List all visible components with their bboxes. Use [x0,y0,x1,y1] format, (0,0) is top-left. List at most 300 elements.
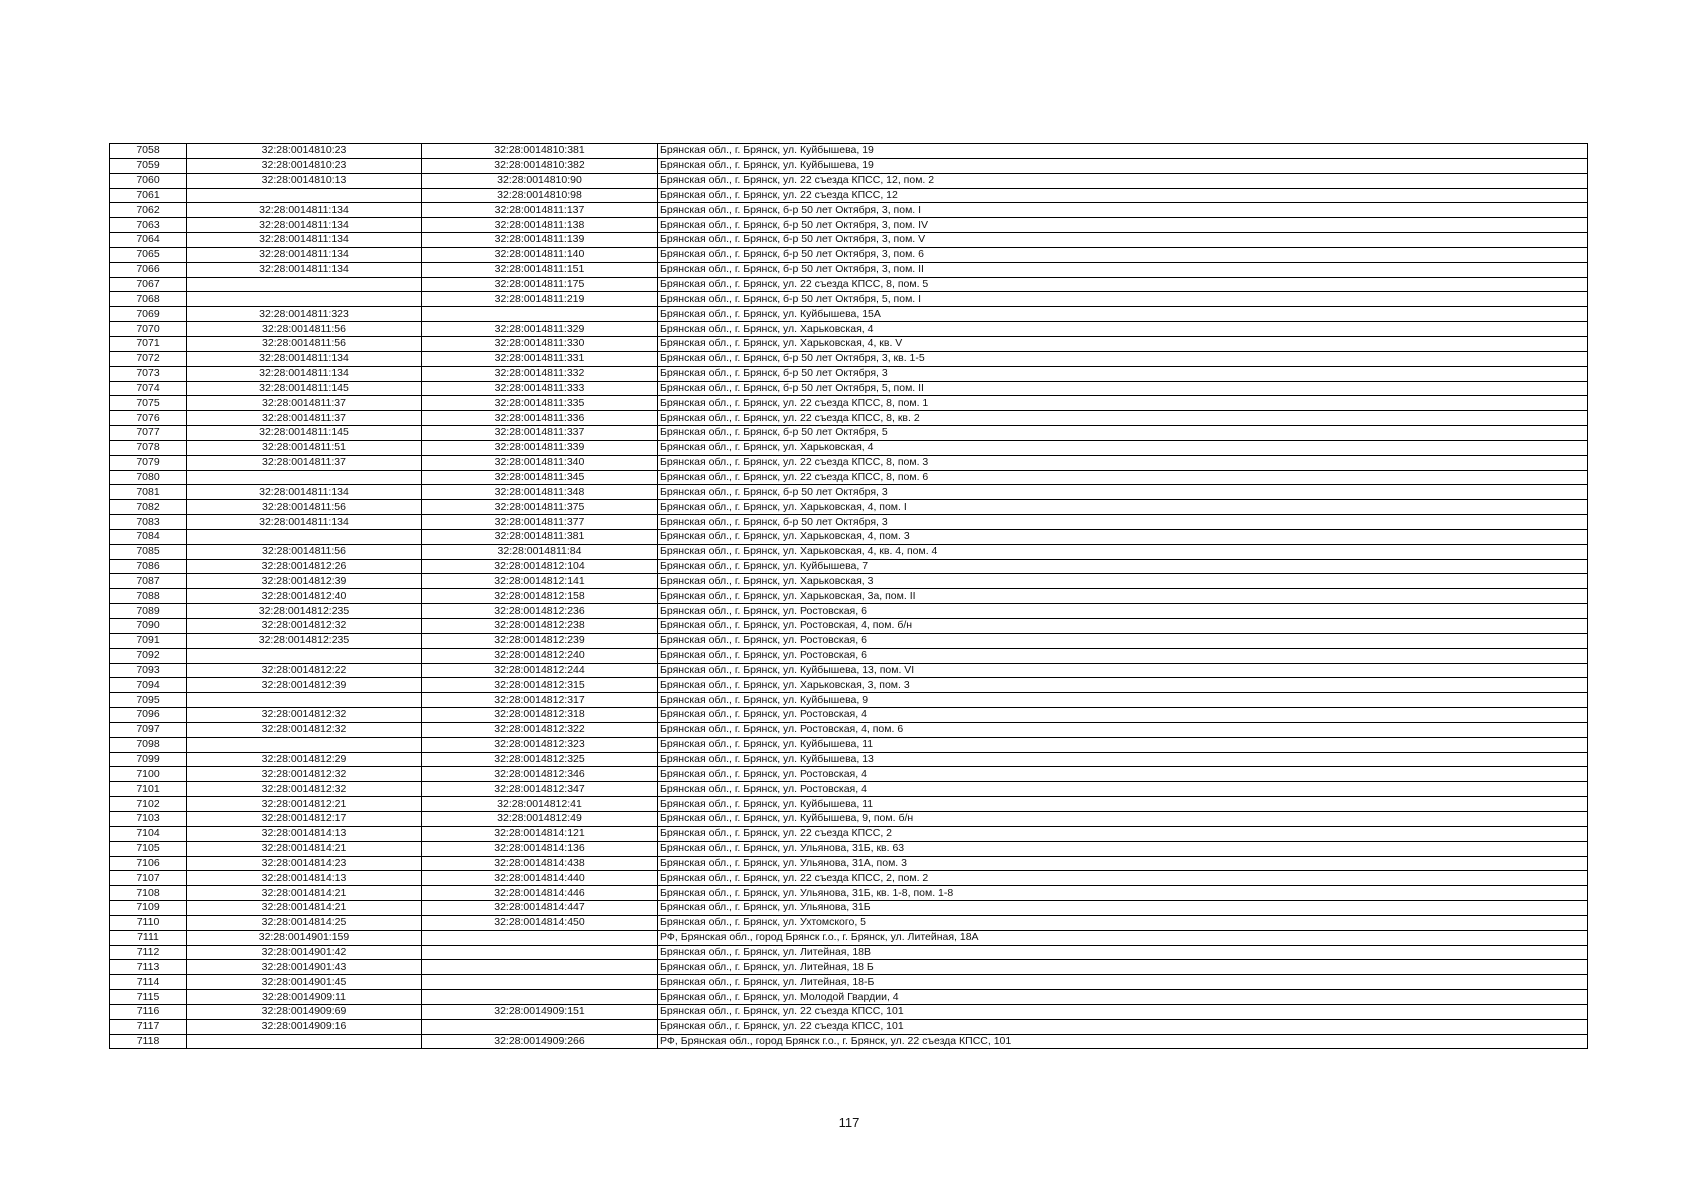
land-cadastral-number-cell: 32:28:0014909:69 [187,1004,422,1019]
row-number-cell: 7105 [110,841,187,856]
object-cadastral-number-cell: 32:28:0014811:137 [422,203,658,218]
table-row [110,203,1588,218]
land-cadastral-number-cell: 32:28:0014811:134 [187,218,422,233]
table-row [110,158,1588,173]
row-number-cell: 7112 [110,945,187,960]
address-cell: Брянская обл., г. Брянск, ул. Куйбышева, 19 [658,144,1588,159]
address-cell: Брянская обл., г. Брянск, ул. Ростовская, 4 [658,782,1588,797]
object-cadastral-number-cell: 32:28:0014812:238 [422,619,658,634]
row-number-cell: 7114 [110,975,187,990]
table-row [110,336,1588,351]
address-cell: Брянская обл., г. Брянск, ул. 22 съезда КПСС, 8, пом. 3 [658,455,1588,470]
address-cell: Брянская обл., г. Брянск, ул. Харьковская, 4, пом. I [658,500,1588,515]
address-cell: Брянская обл., г. Брянск, б-р 50 лет Октября, 3, пом. II [658,262,1588,277]
address-cell: Брянская обл., г. Брянск, ул. Ростовская, 4, пом. 6 [658,722,1588,737]
row-number-cell: 7104 [110,826,187,841]
page-number: 117 [838,1115,860,1130]
object-cadastral-number-cell: 32:28:0014811:339 [422,440,658,455]
table-row [110,574,1588,589]
object-cadastral-number-cell [422,930,658,945]
land-cadastral-number-cell: 32:28:0014811:323 [187,307,422,322]
table-row [110,381,1588,396]
row-number-cell: 7102 [110,797,187,812]
land-cadastral-number-cell: 32:28:0014810:13 [187,173,422,188]
address-cell: Брянская обл., г. Брянск, ул. 22 съезда КПСС, 12 [658,188,1588,203]
table-row [110,648,1588,663]
row-number-cell: 7089 [110,604,187,619]
table-row [110,559,1588,574]
address-cell: Брянская обл., г. Брянск, ул. 22 съезда КПСС, 101 [658,1019,1588,1034]
table-row [110,841,1588,856]
land-cadastral-number-cell: 32:28:0014811:37 [187,411,422,426]
land-cadastral-number-cell: 32:28:0014909:11 [187,990,422,1005]
object-cadastral-number-cell: 32:28:0014812:141 [422,574,658,589]
table-row [110,901,1588,916]
object-cadastral-number-cell: 32:28:0014811:336 [422,411,658,426]
land-cadastral-number-cell: 32:28:0014812:39 [187,574,422,589]
row-number-cell: 7094 [110,678,187,693]
object-cadastral-number-cell [422,1019,658,1034]
land-cadastral-number-cell: 32:28:0014811:56 [187,336,422,351]
address-cell: Брянская обл., г. Брянск, ул. 22 съезда КПСС, 2, пом. 2 [658,871,1588,886]
table-row [110,930,1588,945]
table-row [110,856,1588,871]
address-cell: Брянская обл., г. Брянск, ул. Ульянова, 31Б, кв. 63 [658,841,1588,856]
row-number-cell: 7099 [110,752,187,767]
table-row [110,322,1588,337]
row-number-cell: 7115 [110,990,187,1005]
land-cadastral-number-cell: 32:28:0014811:134 [187,366,422,381]
object-cadastral-number-cell: 32:28:0014812:315 [422,678,658,693]
land-cadastral-number-cell: 32:28:0014811:56 [187,322,422,337]
address-cell: РФ, Брянская обл., город Брянск г.о., г. Брянск, ул. 22 съезда КПСС, 101 [658,1034,1588,1049]
land-cadastral-number-cell: 32:28:0014811:134 [187,203,422,218]
land-cadastral-number-cell: 32:28:0014811:51 [187,440,422,455]
row-number-cell: 7067 [110,277,187,292]
object-cadastral-number-cell: 32:28:0014811:175 [422,277,658,292]
table-row [110,619,1588,634]
object-cadastral-number-cell [422,990,658,1005]
address-cell: Брянская обл., г. Брянск, ул. 22 съезда КПСС, 8, кв. 2 [658,411,1588,426]
land-cadastral-number-cell [187,529,422,544]
table-row [110,544,1588,559]
address-cell: Брянская обл., г. Брянск, б-р 50 лет Октября, 3, пом. 6 [658,247,1588,262]
row-number-cell: 7064 [110,233,187,248]
row-number-cell: 7106 [110,856,187,871]
address-cell: РФ, Брянская обл., город Брянск г.о., г. Брянск, ул. Литейная, 18А [658,930,1588,945]
table-row [110,782,1588,797]
row-number-cell: 7111 [110,930,187,945]
address-cell: Брянская обл., г. Брянск, ул. Харьковская, 4 [658,322,1588,337]
row-number-cell: 7070 [110,322,187,337]
address-cell: Брянская обл., г. Брянск, б-р 50 лет Октября, 5, пом. I [658,292,1588,307]
object-cadastral-number-cell: 32:28:0014811:139 [422,233,658,248]
object-cadastral-number-cell: 32:28:0014814:136 [422,841,658,856]
address-cell: Брянская обл., г. Брянск, б-р 50 лет Октября, 3, пом. I [658,203,1588,218]
address-cell: Брянская обл., г. Брянск, ул. Харьковская, 4, кв. V [658,336,1588,351]
table-row [110,945,1588,960]
row-number-cell: 7062 [110,203,187,218]
address-cell: Брянская обл., г. Брянск, ул. 22 съезда КПСС, 8, пом. 5 [658,277,1588,292]
object-cadastral-number-cell: 32:28:0014811:377 [422,515,658,530]
row-number-cell: 7078 [110,440,187,455]
row-number-cell: 7095 [110,693,187,708]
land-cadastral-number-cell: 32:28:0014814:21 [187,901,422,916]
row-number-cell: 7117 [110,1019,187,1034]
table-row [110,1034,1588,1049]
object-cadastral-number-cell: 32:28:0014811:330 [422,336,658,351]
address-cell: Брянская обл., г. Брянск, ул. Ухтомского, 5 [658,915,1588,930]
row-number-cell: 7080 [110,470,187,485]
object-cadastral-number-cell: 32:28:0014812:49 [422,811,658,826]
land-cadastral-number-cell: 32:28:0014901:42 [187,945,422,960]
table-row [110,752,1588,767]
land-cadastral-number-cell [187,470,422,485]
object-cadastral-number-cell: 32:28:0014812:240 [422,648,658,663]
address-cell: Брянская обл., г. Брянск, б-р 50 лет Октября, 5 [658,426,1588,441]
row-number-cell: 7110 [110,915,187,930]
address-cell: Брянская обл., г. Брянск, ул. Харьковская, 4, кв. 4, пом. 4 [658,544,1588,559]
object-cadastral-number-cell: 32:28:0014810:98 [422,188,658,203]
land-cadastral-number-cell [187,737,422,752]
row-number-cell: 7097 [110,722,187,737]
object-cadastral-number-cell: 32:28:0014812:325 [422,752,658,767]
table-row [110,886,1588,901]
land-cadastral-number-cell [187,292,422,307]
object-cadastral-number-cell: 32:28:0014812:347 [422,782,658,797]
land-cadastral-number-cell: 32:28:0014811:134 [187,351,422,366]
table-row [110,693,1588,708]
row-number-cell: 7103 [110,811,187,826]
land-cadastral-number-cell: 32:28:0014812:32 [187,782,422,797]
table-row [110,470,1588,485]
address-cell: Брянская обл., г. Брянск, ул. Ульянова, 31А, пом. 3 [658,856,1588,871]
land-cadastral-number-cell: 32:28:0014812:40 [187,589,422,604]
land-cadastral-number-cell: 32:28:0014812:39 [187,678,422,693]
table-row [110,440,1588,455]
object-cadastral-number-cell: 32:28:0014810:90 [422,173,658,188]
table-row [110,500,1588,515]
table-row [110,173,1588,188]
address-cell: Брянская обл., г. Брянск, ул. Ростовская, 4 [658,708,1588,723]
land-cadastral-number-cell: 32:28:0014901:45 [187,975,422,990]
object-cadastral-number-cell: 32:28:0014810:382 [422,158,658,173]
table-row [110,396,1588,411]
land-cadastral-number-cell: 32:28:0014810:23 [187,144,422,159]
land-cadastral-number-cell: 32:28:0014814:13 [187,871,422,886]
table-row [110,797,1588,812]
land-cadastral-number-cell [187,188,422,203]
address-cell: Брянская обл., г. Брянск, ул. Куйбышева, 19 [658,158,1588,173]
land-cadastral-number-cell: 32:28:0014812:17 [187,811,422,826]
table-row [110,975,1588,990]
table-row [110,233,1588,248]
object-cadastral-number-cell: 32:28:0014814:440 [422,871,658,886]
land-cadastral-number-cell: 32:28:0014811:37 [187,455,422,470]
object-cadastral-number-cell [422,960,658,975]
object-cadastral-number-cell: 32:28:0014811:381 [422,529,658,544]
object-cadastral-number-cell [422,945,658,960]
table-row [110,767,1588,782]
land-cadastral-number-cell: 32:28:0014812:32 [187,722,422,737]
row-number-cell: 7118 [110,1034,187,1049]
row-number-cell: 7091 [110,633,187,648]
row-number-cell: 7065 [110,247,187,262]
land-cadastral-number-cell: 32:28:0014811:134 [187,262,422,277]
row-number-cell: 7107 [110,871,187,886]
address-cell: Брянская обл., г. Брянск, ул. Харьковская, 3, пом. 3 [658,678,1588,693]
address-cell: Брянская обл., г. Брянск, ул. Литейная, 18-Б [658,975,1588,990]
address-cell: Брянская обл., г. Брянск, ул. Куйбышева, 9, пом. б/н [658,811,1588,826]
object-cadastral-number-cell: 32:28:0014811:333 [422,381,658,396]
address-cell: Брянская обл., г. Брянск, ул. Ростовская, 4, пом. б/н [658,619,1588,634]
address-cell: Брянская обл., г. Брянск, ул. Куйбышева, 13, пом. VI [658,663,1588,678]
land-cadastral-number-cell: 32:28:0014901:159 [187,930,422,945]
address-cell: Брянская обл., г. Брянск, б-р 50 лет Октября, 5, пом. II [658,381,1588,396]
land-cadastral-number-cell [187,648,422,663]
address-cell: Брянская обл., г. Брянск, ул. 22 съезда КПСС, 8, пом. 6 [658,470,1588,485]
table-row [110,277,1588,292]
row-number-cell: 7116 [110,1004,187,1019]
address-cell: Брянская обл., г. Брянск, ул. 22 съезда КПСС, 8, пом. 1 [658,396,1588,411]
row-number-cell: 7061 [110,188,187,203]
object-cadastral-number-cell: 32:28:0014812:239 [422,633,658,648]
object-cadastral-number-cell: 32:28:0014909:266 [422,1034,658,1049]
address-cell: Брянская обл., г. Брянск, ул. 22 съезда КПСС, 101 [658,1004,1588,1019]
row-number-cell: 7075 [110,396,187,411]
address-cell: Брянская обл., г. Брянск, ул. Харьковская, 4, пом. 3 [658,529,1588,544]
address-cell: Брянская обл., г. Брянск, ул. Харьковская, 3а, пом. II [658,589,1588,604]
table-row [110,247,1588,262]
table-row [110,663,1588,678]
row-number-cell: 7098 [110,737,187,752]
row-number-cell: 7090 [110,619,187,634]
object-cadastral-number-cell: 32:28:0014811:340 [422,455,658,470]
land-cadastral-number-cell: 32:28:0014810:23 [187,158,422,173]
land-cadastral-number-cell: 32:28:0014814:25 [187,915,422,930]
object-cadastral-number-cell: 32:28:0014814:438 [422,856,658,871]
table-row [110,188,1588,203]
address-cell: Брянская обл., г. Брянск, ул. Ульянова, 31Б [658,901,1588,916]
land-cadastral-number-cell: 32:28:0014812:235 [187,604,422,619]
address-cell: Брянская обл., г. Брянск, ул. Ростовская, 6 [658,604,1588,619]
row-number-cell: 7066 [110,262,187,277]
land-cadastral-number-cell [187,1034,422,1049]
object-cadastral-number-cell: 32:28:0014814:121 [422,826,658,841]
table-row [110,455,1588,470]
table-row [110,871,1588,886]
row-number-cell: 7087 [110,574,187,589]
object-cadastral-number-cell: 32:28:0014812:318 [422,708,658,723]
object-cadastral-number-cell [422,975,658,990]
row-number-cell: 7063 [110,218,187,233]
table-row [110,1019,1588,1034]
table-row [110,915,1588,930]
land-cadastral-number-cell: 32:28:0014812:29 [187,752,422,767]
table-row [110,990,1588,1005]
table-row [110,411,1588,426]
address-cell: Брянская обл., г. Брянск, ул. Куйбышева, 11 [658,737,1588,752]
address-cell: Брянская обл., г. Брянск, б-р 50 лет Октября, 3, пом. V [658,233,1588,248]
land-cadastral-number-cell: 32:28:0014811:56 [187,500,422,515]
land-cadastral-number-cell: 32:28:0014812:235 [187,633,422,648]
row-number-cell: 7082 [110,500,187,515]
row-number-cell: 7081 [110,485,187,500]
land-cadastral-number-cell: 32:28:0014811:134 [187,515,422,530]
address-cell: Брянская обл., г. Брянск, ул. Куйбышева, 7 [658,559,1588,574]
land-cadastral-number-cell: 32:28:0014901:43 [187,960,422,975]
row-number-cell: 7076 [110,411,187,426]
land-cadastral-number-cell: 32:28:0014811:134 [187,233,422,248]
object-cadastral-number-cell: 32:28:0014811:345 [422,470,658,485]
land-cadastral-number-cell: 32:28:0014811:145 [187,381,422,396]
address-cell: Брянская обл., г. Брянск, ул. Куйбышева, 11 [658,797,1588,812]
land-cadastral-number-cell: 32:28:0014811:56 [187,544,422,559]
row-number-cell: 7073 [110,366,187,381]
table-row [110,351,1588,366]
land-cadastral-number-cell: 32:28:0014812:26 [187,559,422,574]
land-cadastral-number-cell: 32:28:0014814:21 [187,886,422,901]
land-cadastral-number-cell: 32:28:0014812:22 [187,663,422,678]
row-number-cell: 7113 [110,960,187,975]
table-row [110,292,1588,307]
object-cadastral-number-cell: 32:28:0014811:348 [422,485,658,500]
address-cell: Брянская обл., г. Брянск, ул. Ростовская, 4 [658,767,1588,782]
row-number-cell: 7096 [110,708,187,723]
row-number-cell: 7071 [110,336,187,351]
land-cadastral-number-cell: 32:28:0014811:145 [187,426,422,441]
object-cadastral-number-cell: 32:28:0014810:381 [422,144,658,159]
row-number-cell: 7079 [110,455,187,470]
object-cadastral-number-cell: 32:28:0014812:346 [422,767,658,782]
table-row [110,604,1588,619]
object-cadastral-number-cell: 32:28:0014812:41 [422,797,658,812]
row-number-cell: 7068 [110,292,187,307]
table-row [110,426,1588,441]
object-cadastral-number-cell: 32:28:0014811:332 [422,366,658,381]
row-number-cell: 7100 [110,767,187,782]
object-cadastral-number-cell: 32:28:0014812:104 [422,559,658,574]
object-cadastral-number-cell [422,307,658,322]
object-cadastral-number-cell: 32:28:0014811:151 [422,262,658,277]
object-cadastral-number-cell: 32:28:0014812:244 [422,663,658,678]
object-cadastral-number-cell: 32:28:0014812:323 [422,737,658,752]
land-cadastral-number-cell: 32:28:0014814:23 [187,856,422,871]
table-row [110,485,1588,500]
row-number-cell: 7092 [110,648,187,663]
land-cadastral-number-cell [187,693,422,708]
object-cadastral-number-cell: 32:28:0014811:140 [422,247,658,262]
land-cadastral-number-cell: 32:28:0014812:32 [187,767,422,782]
table-row [110,722,1588,737]
object-cadastral-number-cell: 32:28:0014811:84 [422,544,658,559]
table-row [110,218,1588,233]
address-cell: Брянская обл., г. Брянск, ул. Литейная, 18 Б [658,960,1588,975]
row-number-cell: 7086 [110,559,187,574]
table-row [110,960,1588,975]
address-cell: Брянская обл., г. Брянск, ул. Ростовская, 6 [658,648,1588,663]
table-row [110,262,1588,277]
address-cell: Брянская обл., г. Брянск, б-р 50 лет Октября, 3 [658,485,1588,500]
object-cadastral-number-cell: 32:28:0014811:337 [422,426,658,441]
land-cadastral-number-cell: 32:28:0014811:134 [187,247,422,262]
object-cadastral-number-cell: 32:28:0014814:446 [422,886,658,901]
table-row [110,515,1588,530]
table-row [110,366,1588,381]
address-cell: Брянская обл., г. Брянск, ул. Харьковская, 4 [658,440,1588,455]
table-row [110,708,1588,723]
row-number-cell: 7058 [110,144,187,159]
land-cadastral-number-cell: 32:28:0014812:32 [187,619,422,634]
table-row [110,144,1588,159]
land-cadastral-number-cell: 32:28:0014909:16 [187,1019,422,1034]
address-cell: Брянская обл., г. Брянск, ул. Молодой Гвардии, 4 [658,990,1588,1005]
object-cadastral-number-cell: 32:28:0014811:335 [422,396,658,411]
row-number-cell: 7084 [110,529,187,544]
address-cell: Брянская обл., г. Брянск, б-р 50 лет Октября, 3 [658,515,1588,530]
object-cadastral-number-cell: 32:28:0014811:138 [422,218,658,233]
address-cell: Брянская обл., г. Брянск, ул. Куйбышева, 13 [658,752,1588,767]
row-number-cell: 7108 [110,886,187,901]
object-cadastral-number-cell: 32:28:0014812:158 [422,589,658,604]
table-row [110,633,1588,648]
object-cadastral-number-cell: 32:28:0014811:375 [422,500,658,515]
address-cell: Брянская обл., г. Брянск, ул. 22 съезда КПСС, 2 [658,826,1588,841]
land-cadastral-number-cell [187,277,422,292]
address-cell: Брянская обл., г. Брянск, ул. 22 съезда КПСС, 12, пом. 2 [658,173,1588,188]
table-row [110,307,1588,322]
address-cell: Брянская обл., г. Брянск, ул. Куйбышева, 9 [658,693,1588,708]
registry-table-body [110,144,1588,1049]
object-cadastral-number-cell: 32:28:0014811:329 [422,322,658,337]
table-row [110,811,1588,826]
land-cadastral-number-cell: 32:28:0014811:134 [187,485,422,500]
row-number-cell: 7109 [110,901,187,916]
address-cell: Брянская обл., г. Брянск, ул. Литейная, 18В [658,945,1588,960]
table-row [110,678,1588,693]
row-number-cell: 7074 [110,381,187,396]
address-cell: Брянская обл., г. Брянск, ул. Ульянова, 31Б, кв. 1-8, пом. 1-8 [658,886,1588,901]
object-cadastral-number-cell: 32:28:0014811:219 [422,292,658,307]
table-row [110,1004,1588,1019]
land-cadastral-number-cell: 32:28:0014812:21 [187,797,422,812]
table-row [110,737,1588,752]
address-cell: Брянская обл., г. Брянск, ул. Харьковская, 3 [658,574,1588,589]
table-row [110,589,1588,604]
row-number-cell: 7059 [110,158,187,173]
object-cadastral-number-cell: 32:28:0014812:317 [422,693,658,708]
row-number-cell: 7093 [110,663,187,678]
land-cadastral-number-cell: 32:28:0014814:13 [187,826,422,841]
object-cadastral-number-cell: 32:28:0014909:151 [422,1004,658,1019]
row-number-cell: 7088 [110,589,187,604]
land-cadastral-number-cell: 32:28:0014814:21 [187,841,422,856]
row-number-cell: 7077 [110,426,187,441]
land-cadastral-number-cell: 32:28:0014811:37 [187,396,422,411]
object-cadastral-number-cell: 32:28:0014814:450 [422,915,658,930]
table-row [110,529,1588,544]
row-number-cell: 7101 [110,782,187,797]
object-cadastral-number-cell: 32:28:0014814:447 [422,901,658,916]
object-cadastral-number-cell: 32:28:0014812:236 [422,604,658,619]
address-cell: Брянская обл., г. Брянск, б-р 50 лет Октября, 3, пом. IV [658,218,1588,233]
row-number-cell: 7069 [110,307,187,322]
land-cadastral-number-cell: 32:28:0014812:32 [187,708,422,723]
object-cadastral-number-cell: 32:28:0014811:331 [422,351,658,366]
row-number-cell: 7085 [110,544,187,559]
address-cell: Брянская обл., г. Брянск, б-р 50 лет Октября, 3, кв. 1-5 [658,351,1588,366]
object-cadastral-number-cell: 32:28:0014812:322 [422,722,658,737]
